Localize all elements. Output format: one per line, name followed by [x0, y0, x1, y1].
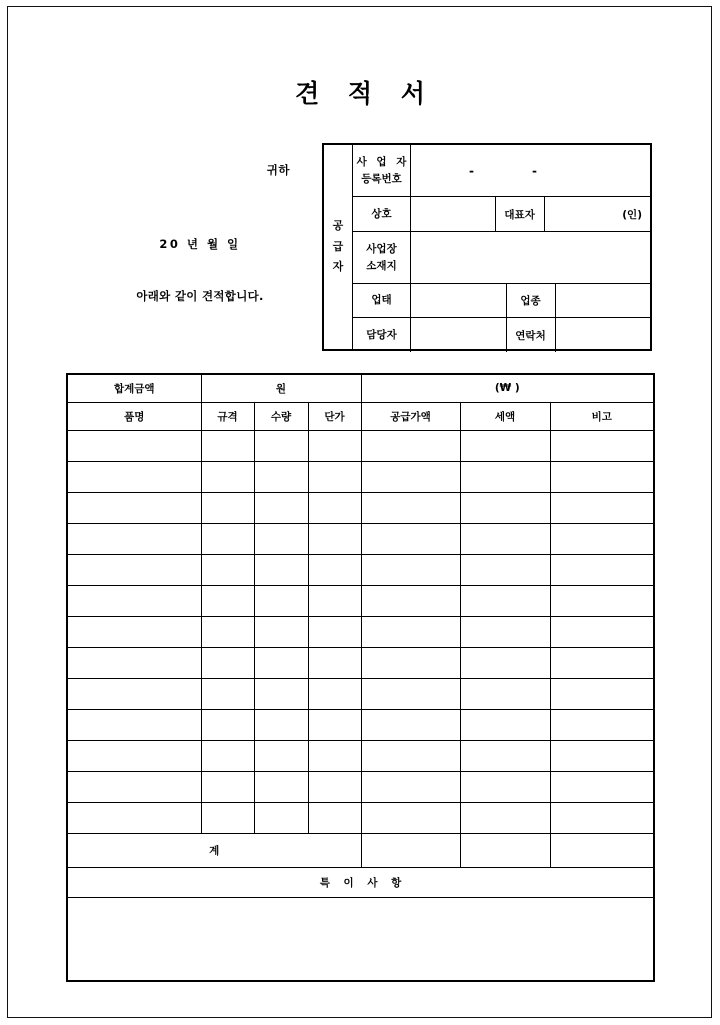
business-address-field[interactable]	[411, 232, 650, 283]
cell-spec[interactable]	[201, 616, 254, 647]
cell-tax[interactable]	[460, 740, 550, 771]
column-header-item-name: 품명	[67, 402, 201, 430]
representative-label: 대표자	[495, 197, 545, 231]
registration-number-dash-1: -	[469, 163, 474, 178]
registration-number-label-line1: 사 업 자	[356, 156, 410, 169]
cell-quantity[interactable]	[254, 554, 308, 585]
cell-quantity[interactable]	[254, 678, 308, 709]
cell-quantity[interactable]	[254, 802, 308, 833]
cell-item-name[interactable]	[67, 678, 201, 709]
cell-note[interactable]	[550, 740, 654, 771]
company-name-label: 상호	[353, 197, 411, 231]
cell-spec[interactable]	[201, 461, 254, 492]
cell-note[interactable]	[550, 492, 654, 523]
registration-number-dash-2: -	[531, 163, 537, 178]
cell-note[interactable]	[550, 523, 654, 554]
cell-unit-price[interactable]	[308, 740, 361, 771]
seal-mark: (인)	[622, 208, 642, 221]
cell-supply-amount[interactable]	[361, 771, 460, 802]
date-line: 20 년 월 일	[159, 237, 241, 251]
table-row	[67, 740, 654, 771]
supplier-row-company	[353, 197, 650, 232]
cell-note[interactable]	[550, 461, 654, 492]
cell-supply-amount[interactable]	[361, 647, 460, 678]
cell-supply-amount[interactable]	[361, 492, 460, 523]
cell-supply-amount[interactable]	[361, 585, 460, 616]
cell-unit-price[interactable]	[308, 554, 361, 585]
phone-label: 연락처	[506, 318, 556, 352]
sum-amount-unit: 원	[275, 382, 287, 395]
cell-tax[interactable]	[460, 554, 550, 585]
cell-quantity[interactable]	[254, 492, 308, 523]
notes-body[interactable]	[67, 897, 654, 981]
cell-item-name[interactable]	[67, 523, 201, 554]
cell-spec[interactable]	[201, 430, 254, 461]
table-row	[67, 678, 654, 709]
total-tax[interactable]	[460, 833, 550, 867]
notes-body-row	[67, 897, 654, 981]
supplier-info-box	[322, 143, 652, 351]
cell-spec[interactable]	[201, 802, 254, 833]
cell-supply-amount[interactable]	[361, 709, 460, 740]
cell-spec[interactable]	[201, 492, 254, 523]
cell-quantity[interactable]	[254, 523, 308, 554]
cell-quantity[interactable]	[254, 430, 308, 461]
cell-item-name[interactable]	[67, 585, 201, 616]
cell-unit-price[interactable]	[308, 523, 361, 554]
cell-spec[interactable]	[201, 523, 254, 554]
business-type-label: 업태	[353, 284, 411, 317]
cell-supply-amount[interactable]	[361, 802, 460, 833]
cell-note[interactable]	[550, 647, 654, 678]
cell-note[interactable]	[550, 616, 654, 647]
cell-spec[interactable]	[201, 554, 254, 585]
cell-item-name[interactable]	[67, 771, 201, 802]
cell-unit-price[interactable]	[308, 802, 361, 833]
business-category-label: 업종	[506, 284, 556, 317]
registration-number-label-line2: 등록번호	[361, 172, 402, 185]
cell-tax[interactable]	[460, 430, 550, 461]
column-header-tax: 세액	[460, 402, 550, 430]
cell-quantity[interactable]	[254, 616, 308, 647]
page-title: 견 적 서	[295, 79, 435, 108]
total-row	[67, 833, 654, 867]
cell-note[interactable]	[550, 430, 654, 461]
cell-quantity[interactable]	[254, 585, 308, 616]
cell-supply-amount[interactable]	[361, 678, 460, 709]
cell-unit-price[interactable]	[308, 616, 361, 647]
company-name-field[interactable]	[411, 197, 495, 231]
cell-tax[interactable]	[460, 678, 550, 709]
cell-note[interactable]	[550, 585, 654, 616]
cell-unit-price[interactable]	[308, 461, 361, 492]
cell-supply-amount[interactable]	[361, 740, 460, 771]
cell-note[interactable]	[550, 771, 654, 802]
phone-field[interactable]	[556, 318, 651, 352]
table-row	[67, 709, 654, 740]
cell-quantity[interactable]	[254, 709, 308, 740]
supplier-row-contact	[353, 318, 650, 352]
quotation-items-table	[66, 373, 655, 982]
column-header-supply-amount: 공급가액	[361, 402, 460, 430]
cell-item-name[interactable]	[67, 709, 201, 740]
cell-supply-amount[interactable]	[361, 554, 460, 585]
cell-supply-amount[interactable]	[361, 461, 460, 492]
cell-tax[interactable]	[460, 616, 550, 647]
cell-item-name[interactable]	[67, 554, 201, 585]
table-row	[67, 616, 654, 647]
cell-tax[interactable]	[460, 523, 550, 554]
column-header-note: 비고	[550, 402, 654, 430]
business-address-label-line2: 소재지	[366, 259, 397, 272]
business-type-field[interactable]	[411, 284, 506, 317]
cell-item-name[interactable]	[67, 802, 201, 833]
business-category-field[interactable]	[556, 284, 651, 317]
cell-note[interactable]	[550, 802, 654, 833]
total-supply-amount[interactable]	[361, 833, 460, 867]
currency-symbol-cell: (₩ )	[361, 374, 654, 402]
cell-item-name[interactable]	[67, 461, 201, 492]
table-row	[67, 430, 654, 461]
cell-spec[interactable]	[201, 678, 254, 709]
cell-unit-price[interactable]	[308, 647, 361, 678]
cell-spec[interactable]	[201, 771, 254, 802]
registration-number-field[interactable]	[411, 145, 650, 196]
notes-title-row	[67, 867, 654, 897]
cell-unit-price[interactable]	[308, 585, 361, 616]
notes-title: 특 이 사 항	[67, 867, 654, 897]
cell-unit-price[interactable]	[308, 430, 361, 461]
supplier-vertical-label	[324, 145, 353, 349]
representative-field[interactable]	[545, 197, 650, 231]
cell-tax[interactable]	[460, 647, 550, 678]
supplier-row-registration-number	[353, 145, 650, 197]
sum-amount-label: 합계금액	[67, 374, 201, 402]
cell-item-name[interactable]	[67, 430, 201, 461]
cell-tax[interactable]	[460, 802, 550, 833]
column-header-spec: 규격	[201, 402, 254, 430]
table-header-row	[67, 402, 654, 430]
supplier-vertical-label-text: 공 급 자	[332, 218, 344, 274]
cell-item-name[interactable]	[67, 740, 201, 771]
cell-quantity[interactable]	[254, 740, 308, 771]
supplier-row-business-type	[353, 284, 650, 318]
quotation-statement: 아래와 같이 견적합니다.	[136, 289, 264, 303]
cell-note[interactable]	[550, 678, 654, 709]
business-address-label-line1: 사업장	[366, 243, 397, 256]
cell-tax[interactable]	[460, 771, 550, 802]
total-note[interactable]	[550, 833, 654, 867]
cell-supply-amount[interactable]	[361, 616, 460, 647]
cell-supply-amount[interactable]	[361, 430, 460, 461]
cell-spec[interactable]	[201, 585, 254, 616]
cell-item-name[interactable]	[67, 616, 201, 647]
cell-tax[interactable]	[460, 585, 550, 616]
cell-tax[interactable]	[460, 709, 550, 740]
cell-note[interactable]	[550, 554, 654, 585]
registration-number-label	[353, 145, 411, 196]
contact-person-field[interactable]	[411, 318, 506, 352]
cell-unit-price[interactable]	[308, 492, 361, 523]
cell-unit-price[interactable]	[308, 678, 361, 709]
cell-unit-price[interactable]	[308, 709, 361, 740]
cell-spec[interactable]	[201, 647, 254, 678]
supplier-row-address	[353, 232, 650, 284]
sum-amount-value-cell[interactable]	[201, 374, 361, 402]
recipient-label: 귀하	[266, 163, 290, 177]
cell-tax[interactable]	[460, 461, 550, 492]
cell-item-name[interactable]	[67, 492, 201, 523]
cell-supply-amount[interactable]	[361, 523, 460, 554]
cell-spec[interactable]	[201, 740, 254, 771]
table-row	[67, 647, 654, 678]
column-header-unit-price: 단가	[308, 402, 361, 430]
table-row	[67, 554, 654, 585]
total-row-label: 계	[67, 833, 361, 867]
business-address-label	[353, 232, 411, 283]
table-row	[67, 771, 654, 802]
table-row	[67, 492, 654, 523]
sum-amount-row	[67, 374, 654, 402]
table-row	[67, 461, 654, 492]
contact-person-label: 담당자	[353, 318, 411, 352]
cell-quantity[interactable]	[254, 771, 308, 802]
table-row	[67, 523, 654, 554]
table-row	[67, 802, 654, 833]
cell-unit-price[interactable]	[308, 771, 361, 802]
cell-quantity[interactable]	[254, 647, 308, 678]
cell-tax[interactable]	[460, 492, 550, 523]
cell-item-name[interactable]	[67, 647, 201, 678]
column-header-quantity: 수량	[254, 402, 308, 430]
supplier-rows	[353, 145, 650, 349]
cell-quantity[interactable]	[254, 461, 308, 492]
table-row	[67, 585, 654, 616]
cell-spec[interactable]	[201, 709, 254, 740]
cell-note[interactable]	[550, 709, 654, 740]
